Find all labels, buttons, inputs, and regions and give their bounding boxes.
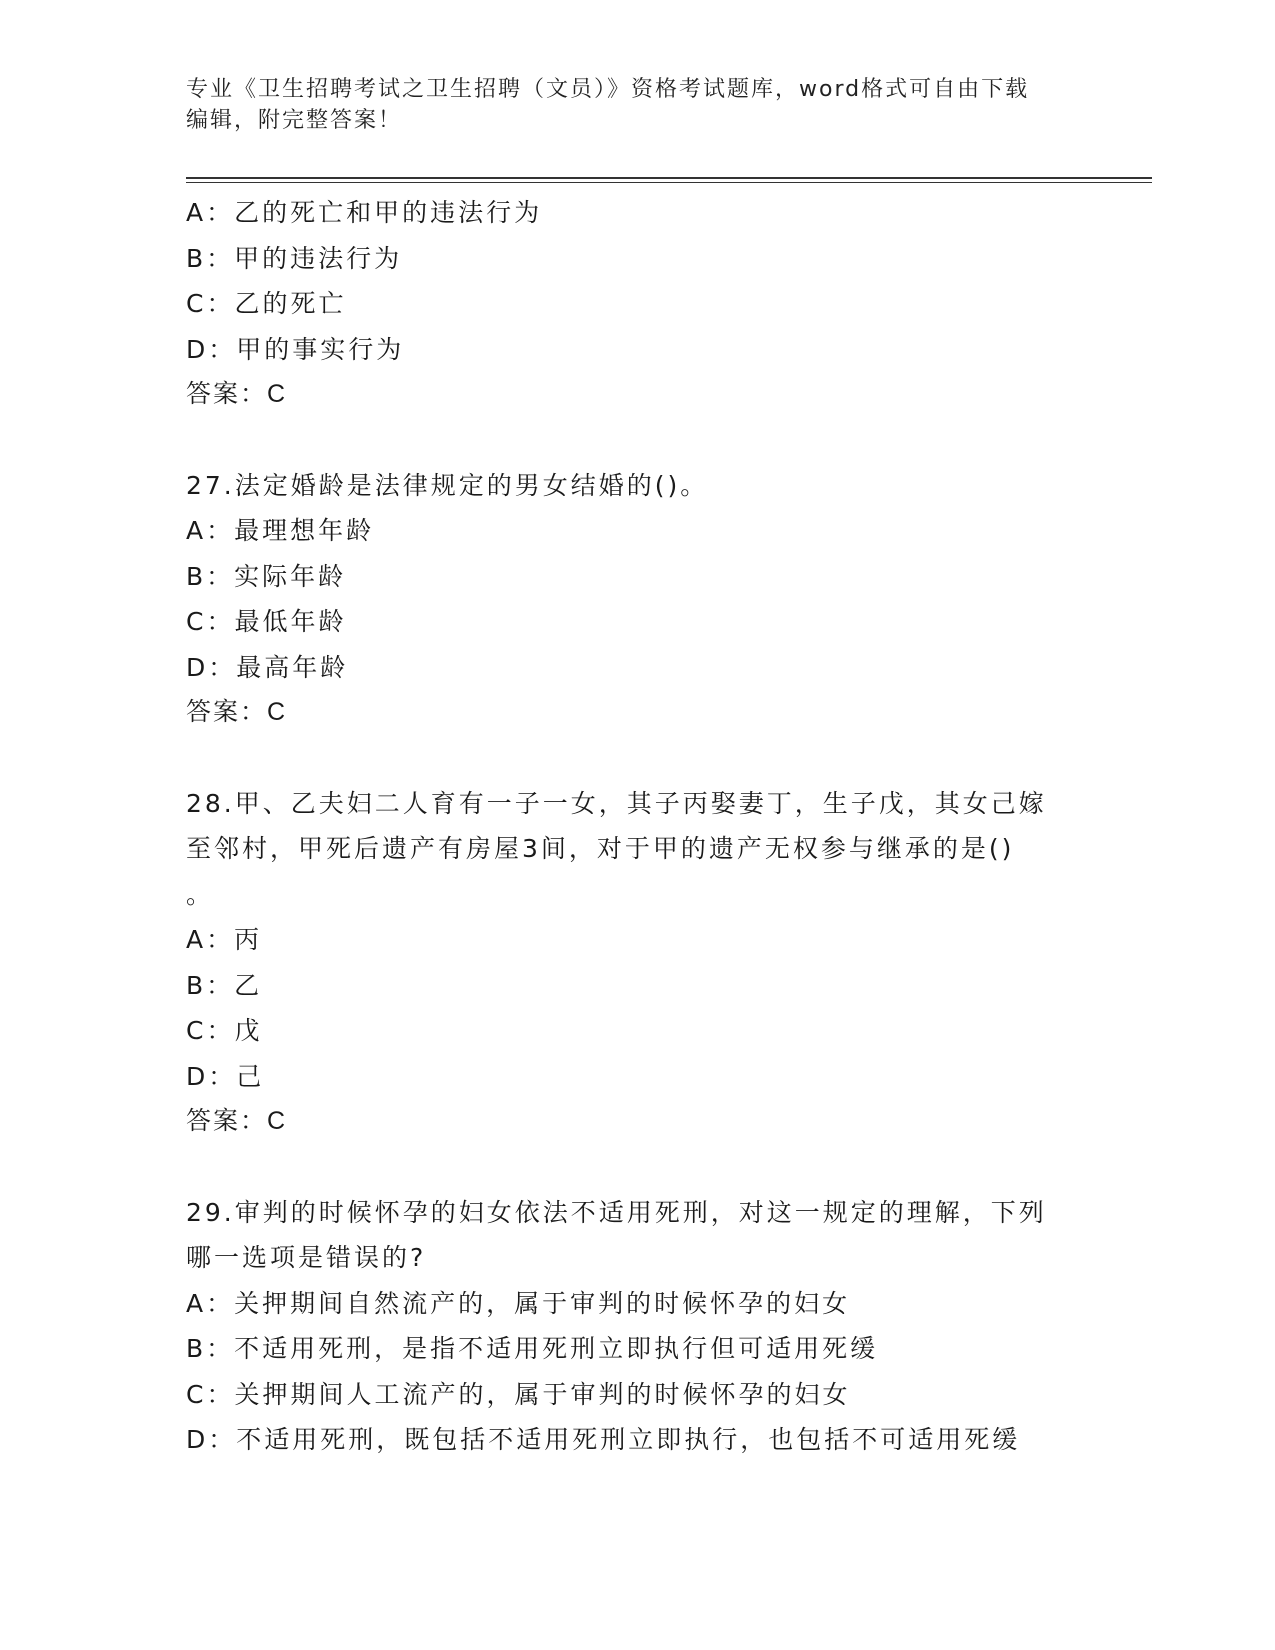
option-b: B：不适用死刑，是指不适用死刑立即执行但可适用死缓: [186, 1334, 879, 1363]
answer: 答案：C: [186, 380, 288, 408]
option-d: D：甲的事实行为: [186, 334, 405, 364]
spacer: [186, 1145, 1086, 1190]
option-a: A：关押期间自然流产的，属于审判的时候怀孕的妇女: [186, 1288, 851, 1318]
header-rule-thick: [186, 177, 1152, 179]
header-line-2: 编辑，附完整答案！: [186, 108, 403, 133]
option-d: D：不适用死刑，既包括不适用死刑立即执行，也包括不可适用死缓: [186, 1425, 1021, 1454]
question-stem-line-2: 哪一选项是错误的?: [186, 1243, 427, 1272]
question-list: [186, 190, 1086, 1463]
option-b: B：实际年龄: [186, 561, 347, 591]
question-stem-line-2: 至邻村，甲死后遗产有房屋3间，对于甲的遗产无权参与继承的是(): [186, 834, 1015, 863]
option-d: D：己: [186, 1061, 265, 1091]
question-stem-line-1: 28.甲、乙夫妇二人育有一子一女，其子丙娶妻丁，生子戊，其女己嫁: [186, 788, 1047, 818]
option-d: D：最高年龄: [186, 652, 349, 682]
option-a: A：乙的死亡和甲的违法行为: [186, 198, 543, 227]
option-a: A：丙: [186, 925, 263, 954]
answer: 答案：C: [186, 698, 288, 726]
question-29: [186, 1190, 1086, 1463]
question-28: [186, 781, 1086, 1145]
question-26: [186, 190, 1086, 418]
answer: 答案：C: [186, 1107, 288, 1135]
option-c: C：戊: [186, 1016, 263, 1045]
spacer: [186, 418, 1086, 463]
document-header: [186, 74, 1086, 136]
option-c: C：最低年龄: [186, 607, 347, 636]
spacer: [186, 736, 1086, 781]
question-27: [186, 463, 1086, 736]
option-c: C：乙的死亡: [186, 289, 347, 318]
option-b: B：甲的违法行为: [186, 243, 403, 273]
option-b: B：乙: [186, 970, 263, 1000]
question-stem-line-3: 。: [186, 879, 215, 909]
question-stem-line-1: 29.审判的时候怀孕的妇女依法不适用死刑，对这一规定的理解，下列: [186, 1197, 1047, 1227]
option-c: C：关押期间人工流产的，属于审判的时候怀孕的妇女: [186, 1379, 851, 1409]
option-a: A：最理想年龄: [186, 516, 375, 545]
header-line-1: 专业《卫生招聘考试之卫生招聘（文员）》资格考试题库，word格式可自由下载: [186, 77, 1030, 102]
question-stem: 27.法定婚龄是法律规定的男女结婚的()。: [186, 470, 709, 500]
header-rule-thin: [186, 182, 1152, 183]
